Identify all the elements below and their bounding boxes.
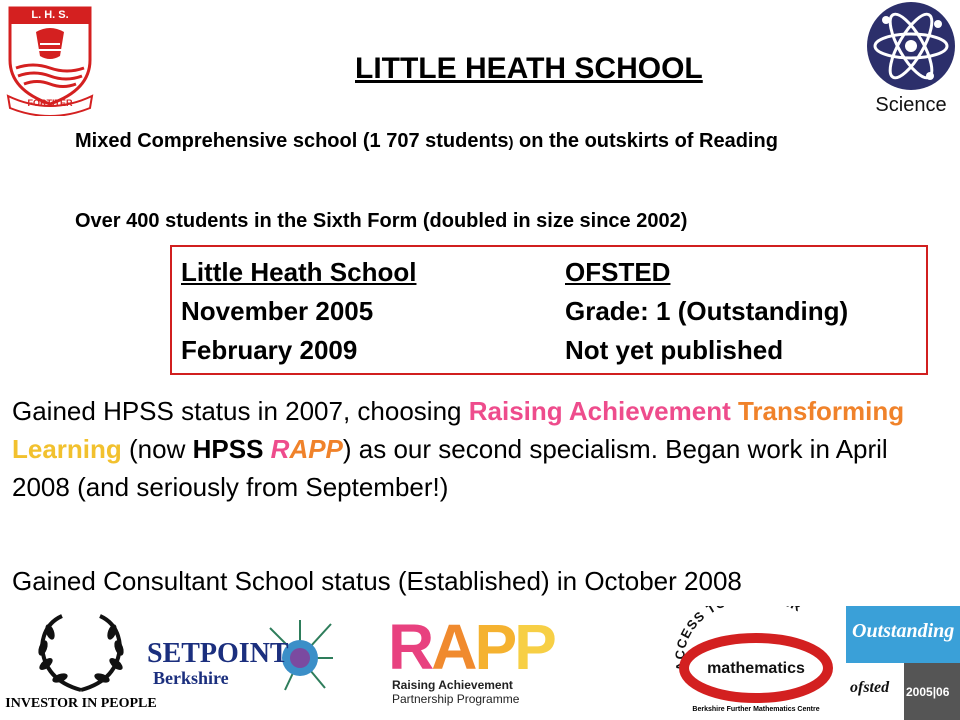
setpoint-name: SETPOINT bbox=[147, 638, 289, 669]
ofsted-row-date: November 2005 bbox=[181, 296, 374, 326]
hpss-text: HPSS bbox=[192, 434, 264, 464]
rapp-wordmark bbox=[388, 610, 554, 684]
rapp-letter-p1: P bbox=[474, 611, 515, 683]
investor-label: INVESTOR IN PEOPLE bbox=[5, 696, 157, 711]
rapp-letter-r: R bbox=[388, 611, 432, 683]
para1-space2 bbox=[263, 434, 270, 464]
intro-1-b: ) bbox=[508, 134, 514, 151]
intro-line-2: Over 400 students in the Sixth Form (doubled in size since 2002) bbox=[75, 210, 688, 232]
intro-1-a: Mixed Comprehensive school (1 707 students bbox=[75, 130, 509, 152]
rapp-app-text: APP bbox=[289, 434, 343, 464]
intro-1-c: on the outskirts of Reading bbox=[513, 130, 778, 152]
science-label: Science bbox=[875, 94, 947, 116]
consultant-paragraph: Gained Consultant School status (Established) in October 2008 bbox=[12, 566, 742, 596]
ofsted-panel bbox=[846, 663, 904, 720]
investor-in-people-logo bbox=[2, 610, 160, 720]
outstanding-label: Outstanding bbox=[852, 620, 955, 642]
school-crest bbox=[6, 4, 94, 116]
ofsted-row-result: Grade: 1 (Outstanding) bbox=[565, 296, 849, 326]
intro-line-1 bbox=[75, 126, 935, 158]
laurel-wreath-icon bbox=[2, 610, 160, 696]
hpss-paragraph bbox=[12, 392, 912, 506]
years-panel bbox=[904, 663, 960, 720]
crest-motto: FORTITER bbox=[27, 98, 73, 108]
years-label: 2005|06 bbox=[906, 685, 950, 699]
setpoint-logo bbox=[145, 624, 335, 694]
para1-text-c: ) as our second specialism. Began work in April 2008 (and seriously from September!) bbox=[12, 434, 888, 502]
page-title: LITTLE HEATH SCHOOL bbox=[355, 52, 703, 85]
rapp-letter-a: A bbox=[431, 611, 475, 683]
ofsted-header-ofsted: OFSTED bbox=[565, 257, 671, 287]
rapp-sub-2: Partnership Programme bbox=[392, 692, 520, 706]
crest-initials: L. H. S. bbox=[31, 9, 69, 21]
rapp-logo bbox=[388, 611, 558, 712]
ofsted-box bbox=[170, 245, 928, 375]
afm-word: mathematics bbox=[707, 660, 805, 677]
ofsted-row-result: Not yet published bbox=[565, 335, 784, 365]
rapp-sub-1: Raising Achievement bbox=[392, 678, 513, 692]
afm-arc-text: ACCESS T bbox=[672, 606, 719, 672]
para1-space bbox=[731, 396, 738, 426]
setpoint-sub: Berkshire bbox=[153, 668, 229, 688]
transforming-text: Transforming bbox=[737, 396, 905, 426]
afm-foot: Berkshire Further Mathematics Centre bbox=[692, 706, 820, 713]
ofsted-outstanding-logo bbox=[846, 606, 960, 720]
rapp-r-text: R bbox=[270, 434, 290, 464]
rapp-letter-p2: P bbox=[514, 611, 554, 683]
outstanding-panel bbox=[846, 606, 960, 663]
ofsted-label: ofsted bbox=[850, 679, 890, 696]
ofsted-header-school: Little Heath School bbox=[181, 257, 417, 287]
science-logo bbox=[866, 0, 956, 118]
learning-text: Learning bbox=[12, 434, 122, 464]
para1-text-a: Gained HPSS status in 2007, choosing bbox=[12, 396, 469, 426]
atom-icon bbox=[866, 0, 956, 92]
para1-text-b: (now bbox=[121, 434, 193, 464]
raising-achievement-text: Raising Achievement bbox=[468, 396, 731, 426]
further-maths-logo bbox=[672, 606, 840, 720]
ofsted-row-date: February 2009 bbox=[181, 335, 358, 365]
